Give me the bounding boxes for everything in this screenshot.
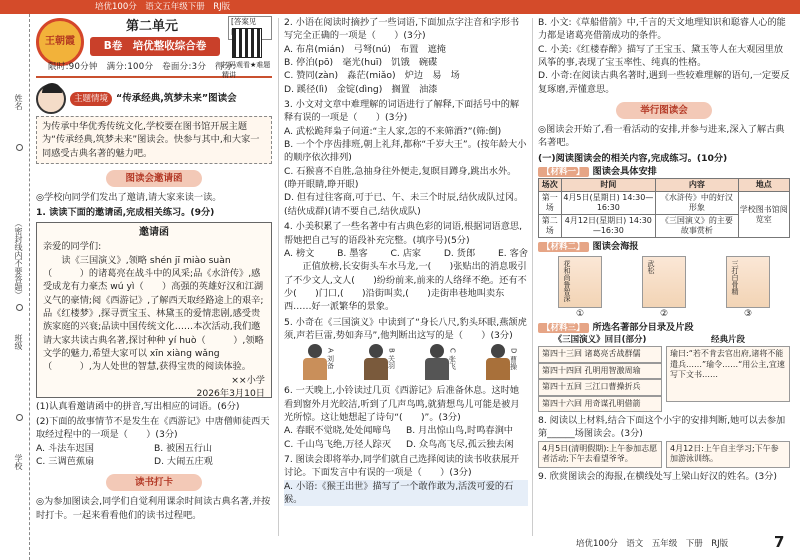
material-3-title: 所选名著部分目录及片段 bbox=[592, 321, 694, 333]
catalog-and-excerpt bbox=[538, 334, 790, 412]
table-row: 第一场 4月5日(星期日) 14:30—16:30 《水浒传》中的好汉形象 学校图书馆阅览室 bbox=[539, 192, 790, 215]
poster: 武松 bbox=[642, 256, 686, 308]
option[interactable]: A. 布帛(mián) 弓弩(nú) 布置 遮掩 bbox=[284, 43, 446, 55]
column-divider bbox=[532, 18, 533, 536]
option[interactable]: C. 赞同(zàn) 淼茫(miǎo) 炉边 易 场 bbox=[284, 70, 460, 82]
poster-title: 图读会海报 bbox=[592, 241, 639, 253]
option[interactable]: B. 一个个序齿排班,朝上礼拜,都称“千岁大王”。(按年龄大小的顺序依次排列) bbox=[284, 139, 527, 164]
option[interactable]: B. 被困五行山 bbox=[154, 442, 213, 454]
figure-option[interactable]: A 刘备 bbox=[298, 344, 332, 382]
option[interactable]: D. 大闹五庄观 bbox=[154, 456, 213, 468]
paper-header bbox=[36, 16, 272, 78]
option[interactable]: B. 小文:《草船借箭》中,千言的天文地理知识和聪睿人心的能力都是诸葛亮借箭成功的条件。 bbox=[538, 17, 786, 42]
invitation-letter bbox=[36, 222, 272, 398]
table-header: 场次 bbox=[539, 179, 562, 192]
excerpt-text: 瑜曰:“若不肯去官出府,诸将不能遣兵……”瑜令……“用公主,宜速写下文书…… bbox=[666, 346, 790, 402]
paper-title: B卷 培优整收综合卷 bbox=[90, 37, 220, 56]
option[interactable]: A. 斗法车迟国 bbox=[36, 442, 94, 454]
section-intro: ◎学校向同学们发出了邀请,请大家来读一读。 bbox=[36, 192, 222, 204]
section-title-invitation: 图读会邀请函 bbox=[106, 170, 202, 187]
option[interactable]: C. 石猴喜不自胜,急抽身往外便走,复瞑目蹲身,跳出水外。(睁开眼睛,睁开眼) bbox=[284, 165, 517, 191]
column-left bbox=[36, 16, 272, 540]
letter-signature: ××小学 bbox=[231, 374, 265, 386]
page-number: 7 bbox=[774, 533, 785, 551]
table-header: 内容 bbox=[656, 179, 738, 192]
page-footer: 培优100分 语文 五年级 下册 RJ版 bbox=[576, 539, 729, 549]
margin-name-label: 姓名 bbox=[14, 94, 23, 110]
catalog-item: 第四十三回 诸葛亮舌战群儒 bbox=[538, 346, 662, 362]
answer-reference: [答案见 bbox=[228, 16, 272, 40]
table-header: 地点 bbox=[738, 179, 789, 192]
question-1b-options bbox=[36, 442, 272, 469]
top-banner-text: 培优100分 语文五年级下册 RJ版 bbox=[95, 2, 231, 12]
poster: 花和尚鲁智深 bbox=[558, 256, 602, 308]
figure-option[interactable]: C 张飞 bbox=[420, 344, 454, 382]
option[interactable]: D. 但有过往客商,可于已、午、未三个时辰,结伙成队过冈。(结伙成群)(请不要自己,结伙成队) bbox=[284, 192, 524, 217]
binding-hole bbox=[16, 414, 23, 421]
material-3-tag: 【材料三】 bbox=[538, 323, 589, 333]
question-4-options bbox=[284, 247, 528, 260]
question-6-options bbox=[284, 424, 528, 451]
student-avatar-icon bbox=[36, 84, 66, 114]
question-1a: (1)认真看邀请函中的拼音,写出相应的词语。(6分) bbox=[36, 400, 240, 412]
material-1-tag: 【材料一】 bbox=[538, 167, 589, 177]
section-title-event: 举行图读会 bbox=[616, 102, 712, 119]
option[interactable]: A. 武松跪拜枭子问道:“主人家,怎的不来筛酒?”(筛:倒) bbox=[284, 125, 502, 137]
option[interactable]: C. 店家 bbox=[390, 247, 422, 259]
plan-note: 4月12日:上午自主学习;下午参加游泳训练。 bbox=[666, 441, 790, 468]
letter-date: 2026年3月10日 bbox=[196, 388, 265, 399]
material-2-tag: 【材料二】 bbox=[538, 242, 589, 252]
excerpt-title: 经典片段 bbox=[710, 335, 745, 346]
question-2: 2. 小语在阅读时摘抄了一些词语,下面加点字注音和字形书写完全正确的一项是（ ）(3分) bbox=[284, 17, 520, 42]
option[interactable]: C. 小美:《红楼春醉》描写了王宝玉、黛玉等人在大观园里放风筝的事,表现了宝玉率性、纯真的性格。 bbox=[538, 43, 784, 69]
option[interactable]: B. 停泊(pō) 毫光(huī) 饥饿 碗碟 bbox=[284, 57, 438, 69]
question-7: 7. 图读会即将举办,同学们就自己选择阅读的读书收获展开讨论。下面发言中有误的一项是（ ）(3分) bbox=[284, 453, 520, 479]
plan-note: 4月5日(清明假期):上午参加志愿者活动;下午去看望爷爷。 bbox=[538, 441, 662, 468]
catalog-item: 第四十四回 孔明用智激周瑜 bbox=[538, 363, 662, 379]
theme-tag: 主题情境 bbox=[70, 92, 112, 106]
catalog-item: 第四十六回 用奇谋孔明借箭 bbox=[538, 396, 662, 412]
question-4: 4. 小美积累了一些名著中有古典色彩的词语,根据词语意思,帮她把自己写的语段补充完整。(填序号)(5分) bbox=[284, 221, 523, 246]
column-right bbox=[538, 16, 790, 540]
question-8: (一)阅读图读会的相关内容,完成练习。(10分) bbox=[538, 152, 728, 164]
option[interactable]: B. 月出惊山鸟,时鸣春涧中 bbox=[406, 425, 513, 437]
brand-badge: 王朝霞 bbox=[36, 18, 84, 66]
theme-title: “传承经典,筑梦未来”图读会 bbox=[116, 93, 237, 105]
theme-row bbox=[36, 84, 272, 114]
question-9: 9. 欣赏图读会的海报,在横线处写上梁山好汉的姓名。(3分) bbox=[538, 470, 777, 482]
letter-title: 邀请函 bbox=[139, 226, 169, 238]
option[interactable]: C. 三调芭蕉扇 bbox=[36, 456, 95, 468]
binding-hole bbox=[16, 144, 23, 151]
schedule-notes bbox=[538, 441, 790, 468]
binding-margin bbox=[0, 14, 30, 560]
margin-sealed-label: （密封线内不要答题） bbox=[14, 219, 23, 299]
question-3: 3. 小文对文章中难理解的词语进行了解释,下面括号中的解释有误的一项是（ ）(3分) bbox=[284, 99, 520, 124]
column-divider bbox=[278, 18, 279, 536]
option[interactable]: E. 客舍 bbox=[497, 247, 528, 259]
catalog-title: 《三国演义》回目(部分) bbox=[553, 335, 647, 346]
binding-hole bbox=[16, 304, 23, 311]
option[interactable]: D. 蹊径(lì) 金锭(dìng) 搁置 油漆 bbox=[284, 83, 438, 95]
top-banner bbox=[0, 0, 800, 14]
table-title: 图读会具体安排 bbox=[592, 166, 657, 178]
option[interactable]: A. 榜文 bbox=[284, 247, 315, 259]
margin-class-label: 班级 bbox=[14, 334, 23, 350]
paper-meta: 限时:90分钟 满分:100分 卷面分:3分 得分: bbox=[48, 62, 236, 72]
option[interactable]: D. 货郎 bbox=[443, 247, 476, 259]
option[interactable]: B. 墨客 bbox=[337, 247, 368, 259]
figure-option[interactable]: B 关羽 bbox=[359, 344, 393, 382]
option[interactable]: A. 春眠不觉晓,处处闻啼鸟 bbox=[284, 425, 391, 437]
qr-label: 扫码观看★难题精讲 bbox=[222, 61, 271, 80]
section-title-reading: 读书打卡 bbox=[106, 474, 202, 491]
theme-intro: 为传承中华优秀传统文化,学校要在图书馆开展主题为“传承经典,筑梦未来”图读会。快参与其中,和大家一同感受古典名著的魅力吧。 bbox=[36, 116, 272, 164]
column-middle bbox=[284, 16, 528, 540]
question-4-passage: 正值放榜,长安街头车水马龙,一( )张贴出的消息吸引了不少文人,文人( )纷纷前来,前来的人络绎不绝。还有不少( )门口,( )沿街叫卖,( )走街串巷地叫卖东西……好一派繁华的景象。 bbox=[284, 261, 527, 313]
option[interactable]: A. 小语:《猴王出世》描写了一个敢作敢为,活泼可爱的石猴。 bbox=[284, 480, 528, 507]
section-intro: ◎图读会开始了,看一看活动的安排,并参与进来,深入了解古典名著吧。 bbox=[538, 124, 785, 149]
margin-school-label: 学校 bbox=[14, 454, 23, 470]
letter-body: 读《三国演义》,领略 shén jī miào suàn（ ）的诸葛亮在战斗中的风采;品《水浒传》,感受成龙有力豪杰 wú yì（ ）高强的英雄好汉和江湖义气的豪情;阅《西游记》,了解西天取经路途上的艰辛;品《红楼梦》,探寻贾宝玉、林黛玉的爱情悲剧,感受贵族家庭的兴衰;品读中国传统文化……本次活动,我们邀请大家共读古典名著,探讨种种 yí huò（ ）,领略文学的魅力,希望大家可以 xīn xiàng wǎng（ ）,为人处世的智慧,获得宝贵的阅读体验。 bbox=[43, 254, 264, 373]
option[interactable]: D. 众鸟高飞尽,孤云独去闲 bbox=[406, 438, 514, 450]
option[interactable]: D. 小奇:在阅读古典名著时,遇到一些较难理解的语句,一定要反复琢磨,弄懂意思。 bbox=[538, 70, 790, 95]
qr-code[interactable] bbox=[232, 28, 262, 58]
question-1: 1. 读读下面的邀请函,完成相关练习。(9分) bbox=[36, 207, 215, 219]
section-intro: ◎为参加图读会,同学们自觉利用课余时间读古典名著,并按时打卡。一起来看看他们的读书过程吧。 bbox=[36, 496, 271, 521]
figure-option[interactable]: D 曹操 bbox=[481, 344, 515, 382]
letter-greeting: 亲爱的同学们: bbox=[43, 241, 102, 253]
poster-blanks: ① ② ③ bbox=[575, 308, 753, 319]
question-8-sub: 8. 阅读以上材料,结合下面这个小宇的安排判断,她可以去参加第______场图读会。(3分) bbox=[538, 415, 786, 440]
question-5: 5. 小奇在《三国演义》中读到了“身长八尺,豹头环眼,燕颔虎须,声若巨雷,势如奔马”,他判断出这写的是（ ）(3分) bbox=[284, 316, 527, 341]
unit-title: 第二单元 bbox=[125, 19, 178, 34]
question-6: 6. 一天晚上,小铃读过几页《西游记》后准备休息。这时她看到窗外月光皎洁,听到了几声鸟鸣,就猜想鸟儿可能是被月光所惊。这让她想起了诗句“( )”。(3分) bbox=[284, 385, 520, 423]
poster: 三打白骨精 bbox=[726, 256, 770, 308]
question-5-figures bbox=[284, 344, 528, 382]
table-header: 时间 bbox=[561, 179, 656, 192]
question-1b: (2)下面的故事情节不是发生在《西游记》中唐僧师徒西天取经过程中的一项是（ ）(3分) bbox=[36, 416, 270, 441]
table-row: 第二场 4月12日(星期日) 14:30—16:30 《三国演义》的主要故事赏析 bbox=[539, 215, 790, 238]
catalog-item: 第四十五回 三江口曹操折兵 bbox=[538, 379, 662, 395]
poster-row bbox=[538, 256, 790, 308]
option[interactable]: C. 千山鸟飞绝,万径人踪灭 bbox=[284, 438, 392, 450]
schedule-table bbox=[538, 178, 790, 238]
